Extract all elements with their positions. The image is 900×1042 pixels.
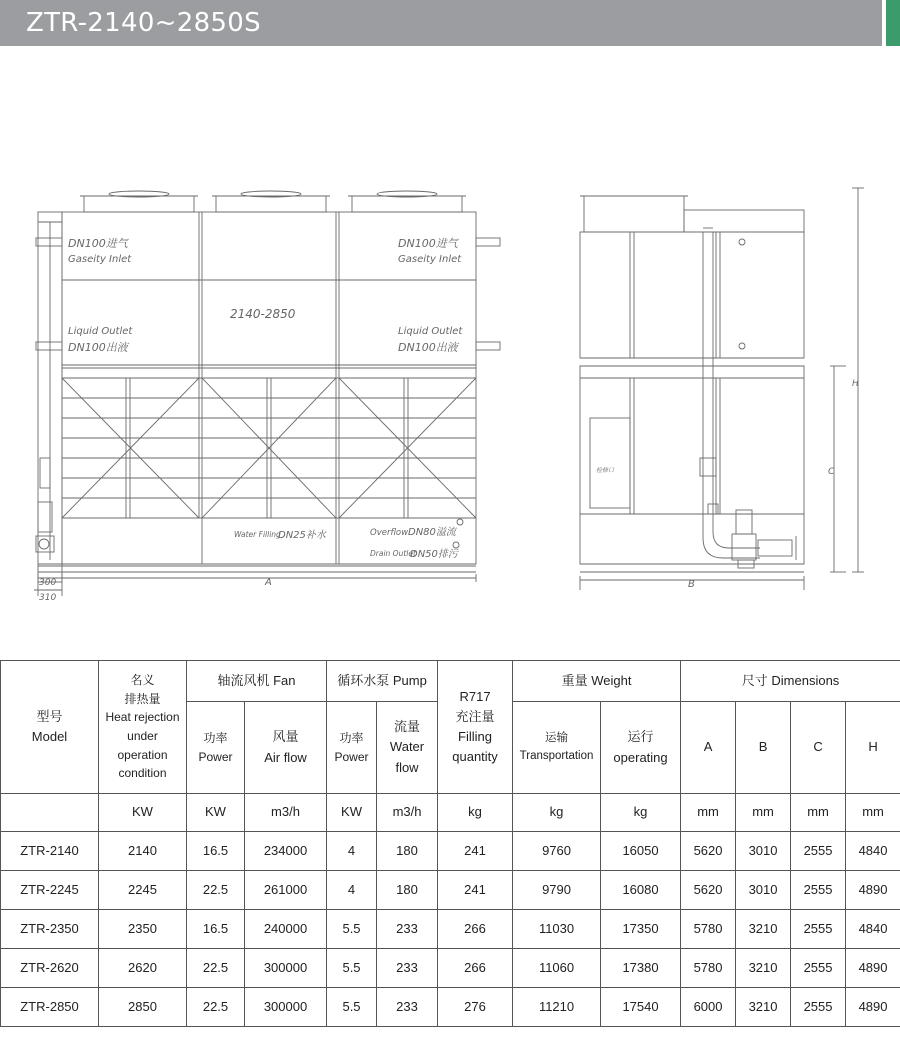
title-bar — [0, 0, 900, 46]
unit-cell: KW — [187, 794, 245, 832]
value-cell: 2245 — [99, 871, 187, 910]
front-label-outlet-left-1: Liquid Outlet — [68, 326, 133, 337]
value-cell: 9790 — [513, 871, 601, 910]
front-label-inlet-right-1: DN100进气 — [398, 237, 458, 250]
value-cell: 3010 — [736, 871, 791, 910]
model-cell: ZTR-2350 — [1, 910, 99, 949]
value-cell: 22.5 — [187, 871, 245, 910]
header-pump-flow-en-2: flow — [395, 759, 419, 775]
table-row — [1, 949, 900, 988]
header-r717-3: Filling — [458, 729, 493, 744]
value-cell: 241 — [438, 832, 513, 871]
value-cell: 266 — [438, 949, 513, 988]
header-fan-air — [245, 702, 327, 794]
dim-310: 310 — [39, 593, 57, 603]
unit-cell: m3/h — [377, 794, 438, 832]
unit-cell-empty — [1, 794, 99, 832]
unit-cell: mm — [736, 794, 791, 832]
value-cell: 16080 — [601, 871, 681, 910]
overflow-en: Overflow — [370, 528, 409, 538]
value-cell: 22.5 — [187, 949, 245, 988]
header-pump-power — [327, 702, 377, 794]
header-fan-power — [187, 702, 245, 794]
value-cell: 11030 — [513, 910, 601, 949]
technical-drawing — [0, 48, 900, 628]
header-fan-air-en: Air flow — [264, 749, 307, 765]
header-dim-b: B — [736, 702, 791, 794]
header-heat-cn-1: 名义 — [130, 673, 155, 688]
value-cell: 6000 — [681, 988, 736, 1027]
dim-b-label: B — [688, 579, 695, 590]
drain-en: Drain Outlet — [370, 549, 416, 558]
water-filling-en: Water Filling — [234, 530, 281, 539]
unit-cell: kg — [513, 794, 601, 832]
overflow-dn: DN80溢流 — [408, 527, 456, 538]
header-fan-group: 轴流风机 Fan — [187, 661, 327, 702]
value-cell: 240000 — [245, 910, 327, 949]
value-cell: 4890 — [846, 871, 900, 910]
header-heat — [99, 661, 187, 794]
value-cell: 17380 — [601, 949, 681, 988]
value-cell: 276 — [438, 988, 513, 1027]
header-pump-flow-en-1: Water — [389, 739, 425, 755]
header-transport-cn: 运输 — [545, 731, 569, 744]
header-r717 — [438, 661, 513, 794]
header-model-en: Model — [31, 729, 68, 744]
value-cell: 2555 — [791, 832, 846, 871]
fan-cowl-1 — [80, 191, 198, 212]
unit-cell: kg — [601, 794, 681, 832]
value-cell: 5.5 — [327, 988, 377, 1027]
value-cell: 261000 — [245, 871, 327, 910]
value-cell: 241 — [438, 871, 513, 910]
value-cell: 11210 — [513, 988, 601, 1027]
value-cell: 180 — [377, 871, 438, 910]
header-fan-air-cn: 风量 — [272, 729, 299, 745]
header-heat-en-4: condition — [118, 766, 167, 781]
value-cell: 3210 — [736, 988, 791, 1027]
header-row-1 — [1, 661, 900, 702]
front-label-outlet-right-2: DN100出液 — [398, 341, 458, 354]
water-filling-dn: DN25补水 — [278, 530, 326, 541]
front-label-inlet-right-2: Gaseity Inlet — [398, 254, 462, 265]
value-cell: 4890 — [846, 949, 900, 988]
drain-dn: DN50排污 — [410, 549, 458, 560]
value-cell: 2555 — [791, 988, 846, 1027]
header-fan-power-cn: 功率 — [203, 730, 228, 745]
value-cell: 2140 — [99, 832, 187, 871]
header-pump-group: 循环水泵 Pump — [327, 661, 438, 702]
value-cell: 5780 — [681, 910, 736, 949]
drawing-svg — [0, 48, 900, 628]
header-r717-4: quantity — [452, 749, 498, 765]
value-cell: 5620 — [681, 832, 736, 871]
value-cell: 22.5 — [187, 988, 245, 1027]
value-cell: 2350 — [99, 910, 187, 949]
unit-cell: mm — [681, 794, 736, 832]
model-cell: ZTR-2620 — [1, 949, 99, 988]
value-cell: 300000 — [245, 949, 327, 988]
header-dim-h: H — [846, 702, 900, 794]
value-cell: 5620 — [681, 871, 736, 910]
model-cell: ZTR-2245 — [1, 871, 99, 910]
header-r717-2: 充注量 — [455, 708, 495, 724]
value-cell: 4890 — [846, 988, 900, 1027]
value-cell: 4 — [327, 871, 377, 910]
value-cell: 4 — [327, 832, 377, 871]
value-cell: 233 — [377, 949, 438, 988]
value-cell: 2555 — [791, 871, 846, 910]
header-pump-flow — [377, 702, 438, 794]
header-heat-cn-2: 排热量 — [124, 691, 161, 706]
dim-300: 300 — [39, 578, 57, 588]
table-body — [1, 832, 900, 1027]
value-cell: 3210 — [736, 910, 791, 949]
unit-cell: mm — [791, 794, 846, 832]
header-model — [1, 661, 99, 794]
front-label-inlet-left-1: DN100进气 — [68, 237, 128, 250]
value-cell: 16050 — [601, 832, 681, 871]
value-cell: 3210 — [736, 949, 791, 988]
header-operating — [601, 702, 681, 794]
dim-a-label: A — [265, 577, 272, 588]
header-pump-flow-cn: 流量 — [394, 719, 421, 735]
value-cell: 4840 — [846, 832, 900, 871]
value-cell: 2620 — [99, 949, 187, 988]
value-cell: 180 — [377, 832, 438, 871]
value-cell: 16.5 — [187, 832, 245, 871]
fan-cowl-3 — [348, 191, 466, 212]
header-transport — [513, 702, 601, 794]
header-heat-en-1: Heat rejection — [105, 710, 180, 725]
front-label-outlet-left-2: DN100出液 — [68, 341, 128, 354]
value-cell: 5780 — [681, 949, 736, 988]
side-door-label: 检修口 — [596, 467, 615, 474]
value-cell: 11060 — [513, 949, 601, 988]
table-row — [1, 988, 900, 1027]
header-dim-c: C — [791, 702, 846, 794]
model-cell: ZTR-2140 — [1, 832, 99, 871]
unit-cell: m3/h — [245, 794, 327, 832]
header-weight-group: 重量 Weight — [513, 661, 681, 702]
front-label-inlet-left-2: Gaseity Inlet — [68, 254, 132, 265]
header-operating-cn: 运行 — [627, 729, 654, 745]
dim-c-label: C — [828, 467, 835, 477]
value-cell: 5.5 — [327, 910, 377, 949]
page-title: ZTR-2140~2850S — [26, 8, 261, 38]
header-dim-group: 尺寸 Dimensions — [681, 661, 900, 702]
value-cell: 233 — [377, 988, 438, 1027]
header-r717-1: R717 — [459, 688, 491, 704]
value-cell: 9760 — [513, 832, 601, 871]
value-cell: 4840 — [846, 910, 900, 949]
value-cell: 5.5 — [327, 949, 377, 988]
model-cell: ZTR-2850 — [1, 988, 99, 1027]
header-dim-a: A — [681, 702, 736, 794]
units-row — [1, 794, 900, 832]
table-row — [1, 832, 900, 871]
side-view — [580, 188, 864, 590]
value-cell: 16.5 — [187, 910, 245, 949]
value-cell: 233 — [377, 910, 438, 949]
value-cell: 3010 — [736, 832, 791, 871]
unit-cell: KW — [327, 794, 377, 832]
header-heat-en-2: under — [127, 729, 158, 743]
value-cell: 2850 — [99, 988, 187, 1027]
unit-cell: kg — [438, 794, 513, 832]
value-cell: 17350 — [601, 910, 681, 949]
header-pump-power-cn: 功率 — [339, 730, 364, 745]
value-cell: 2555 — [791, 910, 846, 949]
header-fan-power-en: Power — [198, 749, 233, 764]
header-operating-en: operating — [613, 749, 668, 765]
dim-h-label: H — [852, 379, 859, 389]
value-cell: 234000 — [245, 832, 327, 871]
table-row — [1, 871, 900, 910]
header-model-cn: 型号 — [36, 708, 63, 724]
header-pump-power-en: Power — [334, 749, 369, 764]
accent-stripe — [886, 0, 900, 46]
front-model-range: 2140-2850 — [230, 307, 296, 321]
unit-cell: KW — [99, 794, 187, 832]
header-transport-en: Transportation — [519, 749, 594, 762]
table-row — [1, 910, 900, 949]
value-cell: 300000 — [245, 988, 327, 1027]
unit-cell: mm — [846, 794, 900, 832]
header-heat-en-3: operation — [117, 747, 168, 762]
front-label-outlet-right-1: Liquid Outlet — [398, 326, 463, 337]
value-cell: 266 — [438, 910, 513, 949]
value-cell: 17540 — [601, 988, 681, 1027]
value-cell: 2555 — [791, 949, 846, 988]
fan-cowl-2 — [212, 191, 330, 212]
spec-table — [0, 660, 900, 1027]
